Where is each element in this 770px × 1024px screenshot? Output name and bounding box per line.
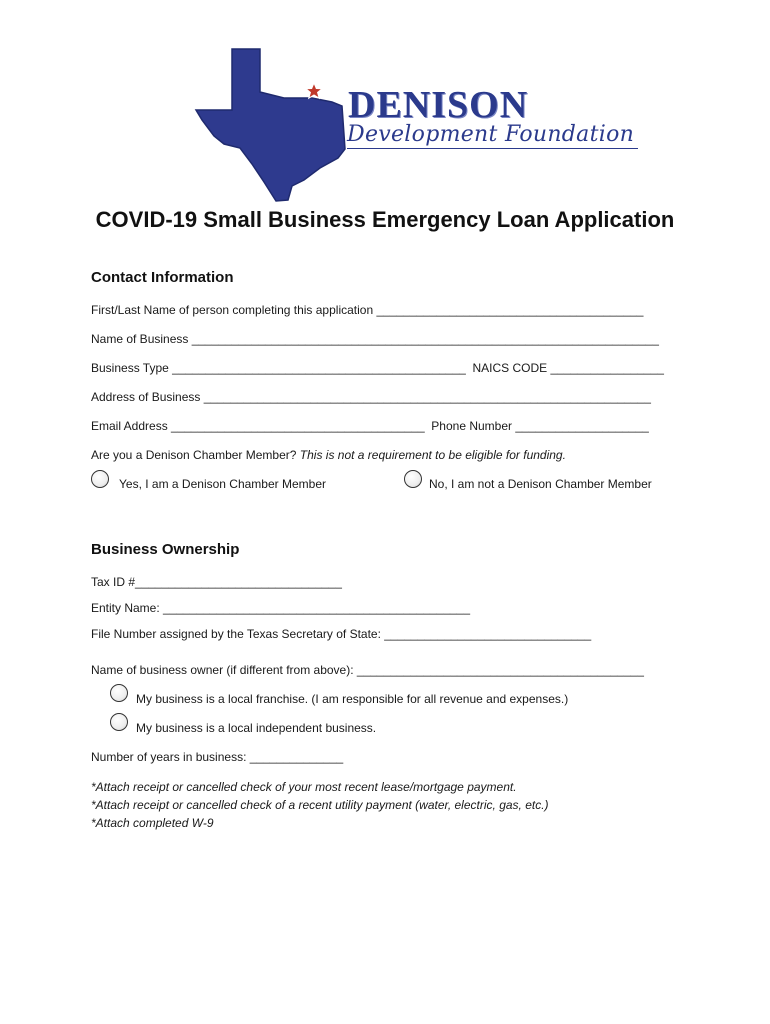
chamber-question bbox=[91, 447, 566, 463]
franchise-radio[interactable] bbox=[110, 684, 128, 702]
independent-label: My business is a local independent business. bbox=[136, 721, 377, 735]
section-heading-ownership: Business Ownership bbox=[91, 541, 240, 558]
business-type-naics-field[interactable]: Business Type ____________________________________________ NAICS CODE _________________ bbox=[91, 361, 664, 375]
business-address-field[interactable]: Address of Business ___________________________________________________________________ bbox=[91, 390, 651, 404]
business-name-field[interactable]: Name of Business ______________________________________________________________________ bbox=[91, 332, 659, 346]
independent-radio[interactable] bbox=[110, 713, 128, 731]
email-phone-field[interactable]: Email Address ______________________________________ Phone Number ____________________ bbox=[91, 419, 649, 433]
section-heading-contact: Contact Information bbox=[91, 269, 234, 286]
entity-name-field[interactable]: Entity Name: ______________________________________________ bbox=[91, 601, 471, 615]
franchise-label: My business is a local franchise. (I am responsible for all revenue and expenses.) bbox=[136, 692, 569, 706]
brand-tagline: Development Foundation bbox=[347, 122, 635, 147]
years-in-business-field[interactable]: Number of years in business: ______________ bbox=[91, 750, 344, 764]
attach-note-utility: *Attach receipt or cancelled check of a recent utility payment (water, electric, gas, etc.) bbox=[91, 798, 549, 812]
owner-name-field[interactable]: Name of business owner (if different from above): ___________________________________________ bbox=[91, 663, 644, 677]
chamber-question-text: Are you a Denison Chamber Member? bbox=[91, 448, 297, 462]
chamber-no-radio[interactable] bbox=[404, 470, 422, 488]
person-name-field[interactable]: First/Last Name of person completing this application ________________________________________ bbox=[91, 303, 644, 317]
star-icon bbox=[305, 82, 323, 100]
tax-id-field[interactable]: Tax ID #_______________________________ bbox=[91, 575, 342, 589]
chamber-yes-radio[interactable] bbox=[91, 470, 109, 488]
texas-map-icon bbox=[192, 44, 362, 204]
chamber-no-label: No, I am not a Denison Chamber Member bbox=[429, 477, 652, 491]
chamber-yes-label: Yes, I am a Denison Chamber Member bbox=[119, 477, 326, 491]
brand-name: DENISON bbox=[348, 84, 529, 126]
attach-note-lease: *Attach receipt or cancelled check of your most recent lease/mortgage payment. bbox=[91, 780, 517, 794]
chamber-note: This is not a requirement to be eligible for funding. bbox=[299, 448, 566, 462]
page-title: COVID-19 Small Business Emergency Loan Application bbox=[95, 207, 675, 232]
file-number-field[interactable]: File Number assigned by the Texas Secretary of State: _______________________________ bbox=[91, 627, 592, 641]
attach-note-w9: *Attach completed W-9 bbox=[91, 816, 214, 830]
